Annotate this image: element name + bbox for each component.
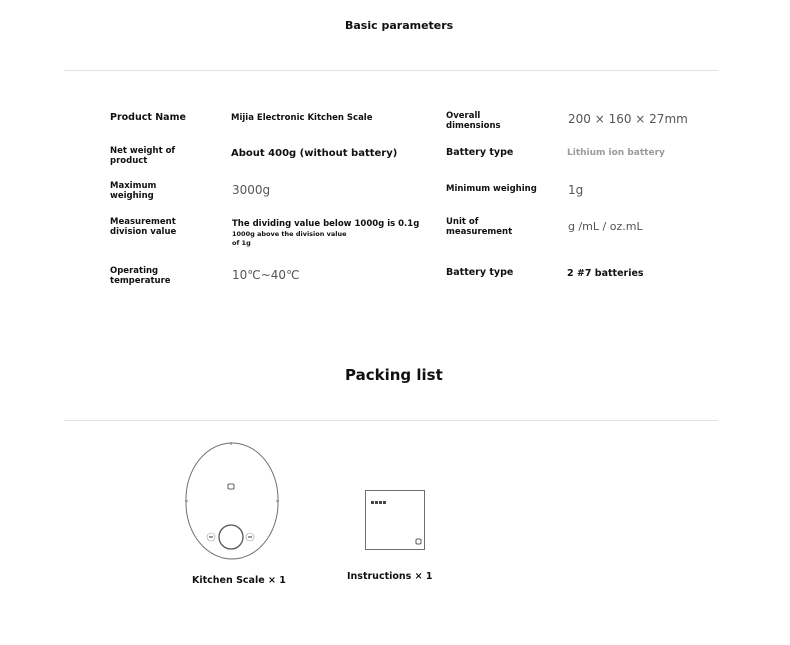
value-division-value-note: 1000g above the division value of 1g (232, 230, 347, 247)
packing-item-instructions: Instructions × 1 (347, 571, 433, 582)
value-overall-dimensions: 200 × 160 × 27mm (568, 112, 688, 126)
value-battery-type-2: 2 #7 batteries (567, 268, 644, 279)
label-division-value: Measurement division value (110, 217, 177, 237)
value-battery-type-1: Lithium ion battery (567, 148, 665, 158)
label-net-weight: Net weight of product (110, 146, 176, 166)
value-product-name: Mijia Electronic Kitchen Scale (231, 113, 373, 123)
value-division-value: The dividing value below 1000g is 0.1g (232, 219, 420, 229)
scale-body-outline (186, 443, 278, 559)
value-minimum-weighing: 1g (568, 183, 584, 197)
label-unit-of-measurement: Unit of measurement (446, 217, 513, 237)
basic-parameters-title: Basic parameters (345, 19, 454, 32)
value-maximum-weighing: 3000g (232, 183, 271, 197)
divider-bottom (64, 420, 718, 421)
packing-list-title: Packing list (345, 366, 443, 384)
label-operating-temperature: Operating temperature (110, 266, 171, 286)
value-net-weight: About 400g (without battery) (231, 148, 398, 159)
value-operating-temperature: 10℃~40℃ (232, 268, 300, 282)
label-battery-type-2: Battery type (446, 267, 514, 278)
value-unit-of-measurement: g /mL / oz.mL (568, 220, 643, 233)
label-minimum-weighing: Minimum weighing (446, 184, 537, 194)
label-maximum-weighing: Maximum weighing (110, 181, 157, 201)
label-product-name: Product Name (110, 112, 186, 123)
divider-top (64, 70, 718, 71)
label-overall-dimensions: Overall dimensions (446, 111, 501, 131)
kitchen-scale-illustration (184, 441, 280, 563)
label-battery-type-1: Battery type (446, 147, 514, 158)
packing-item-kitchen-scale: Kitchen Scale × 1 (192, 575, 286, 586)
instructions-booklet-illustration (365, 490, 426, 551)
